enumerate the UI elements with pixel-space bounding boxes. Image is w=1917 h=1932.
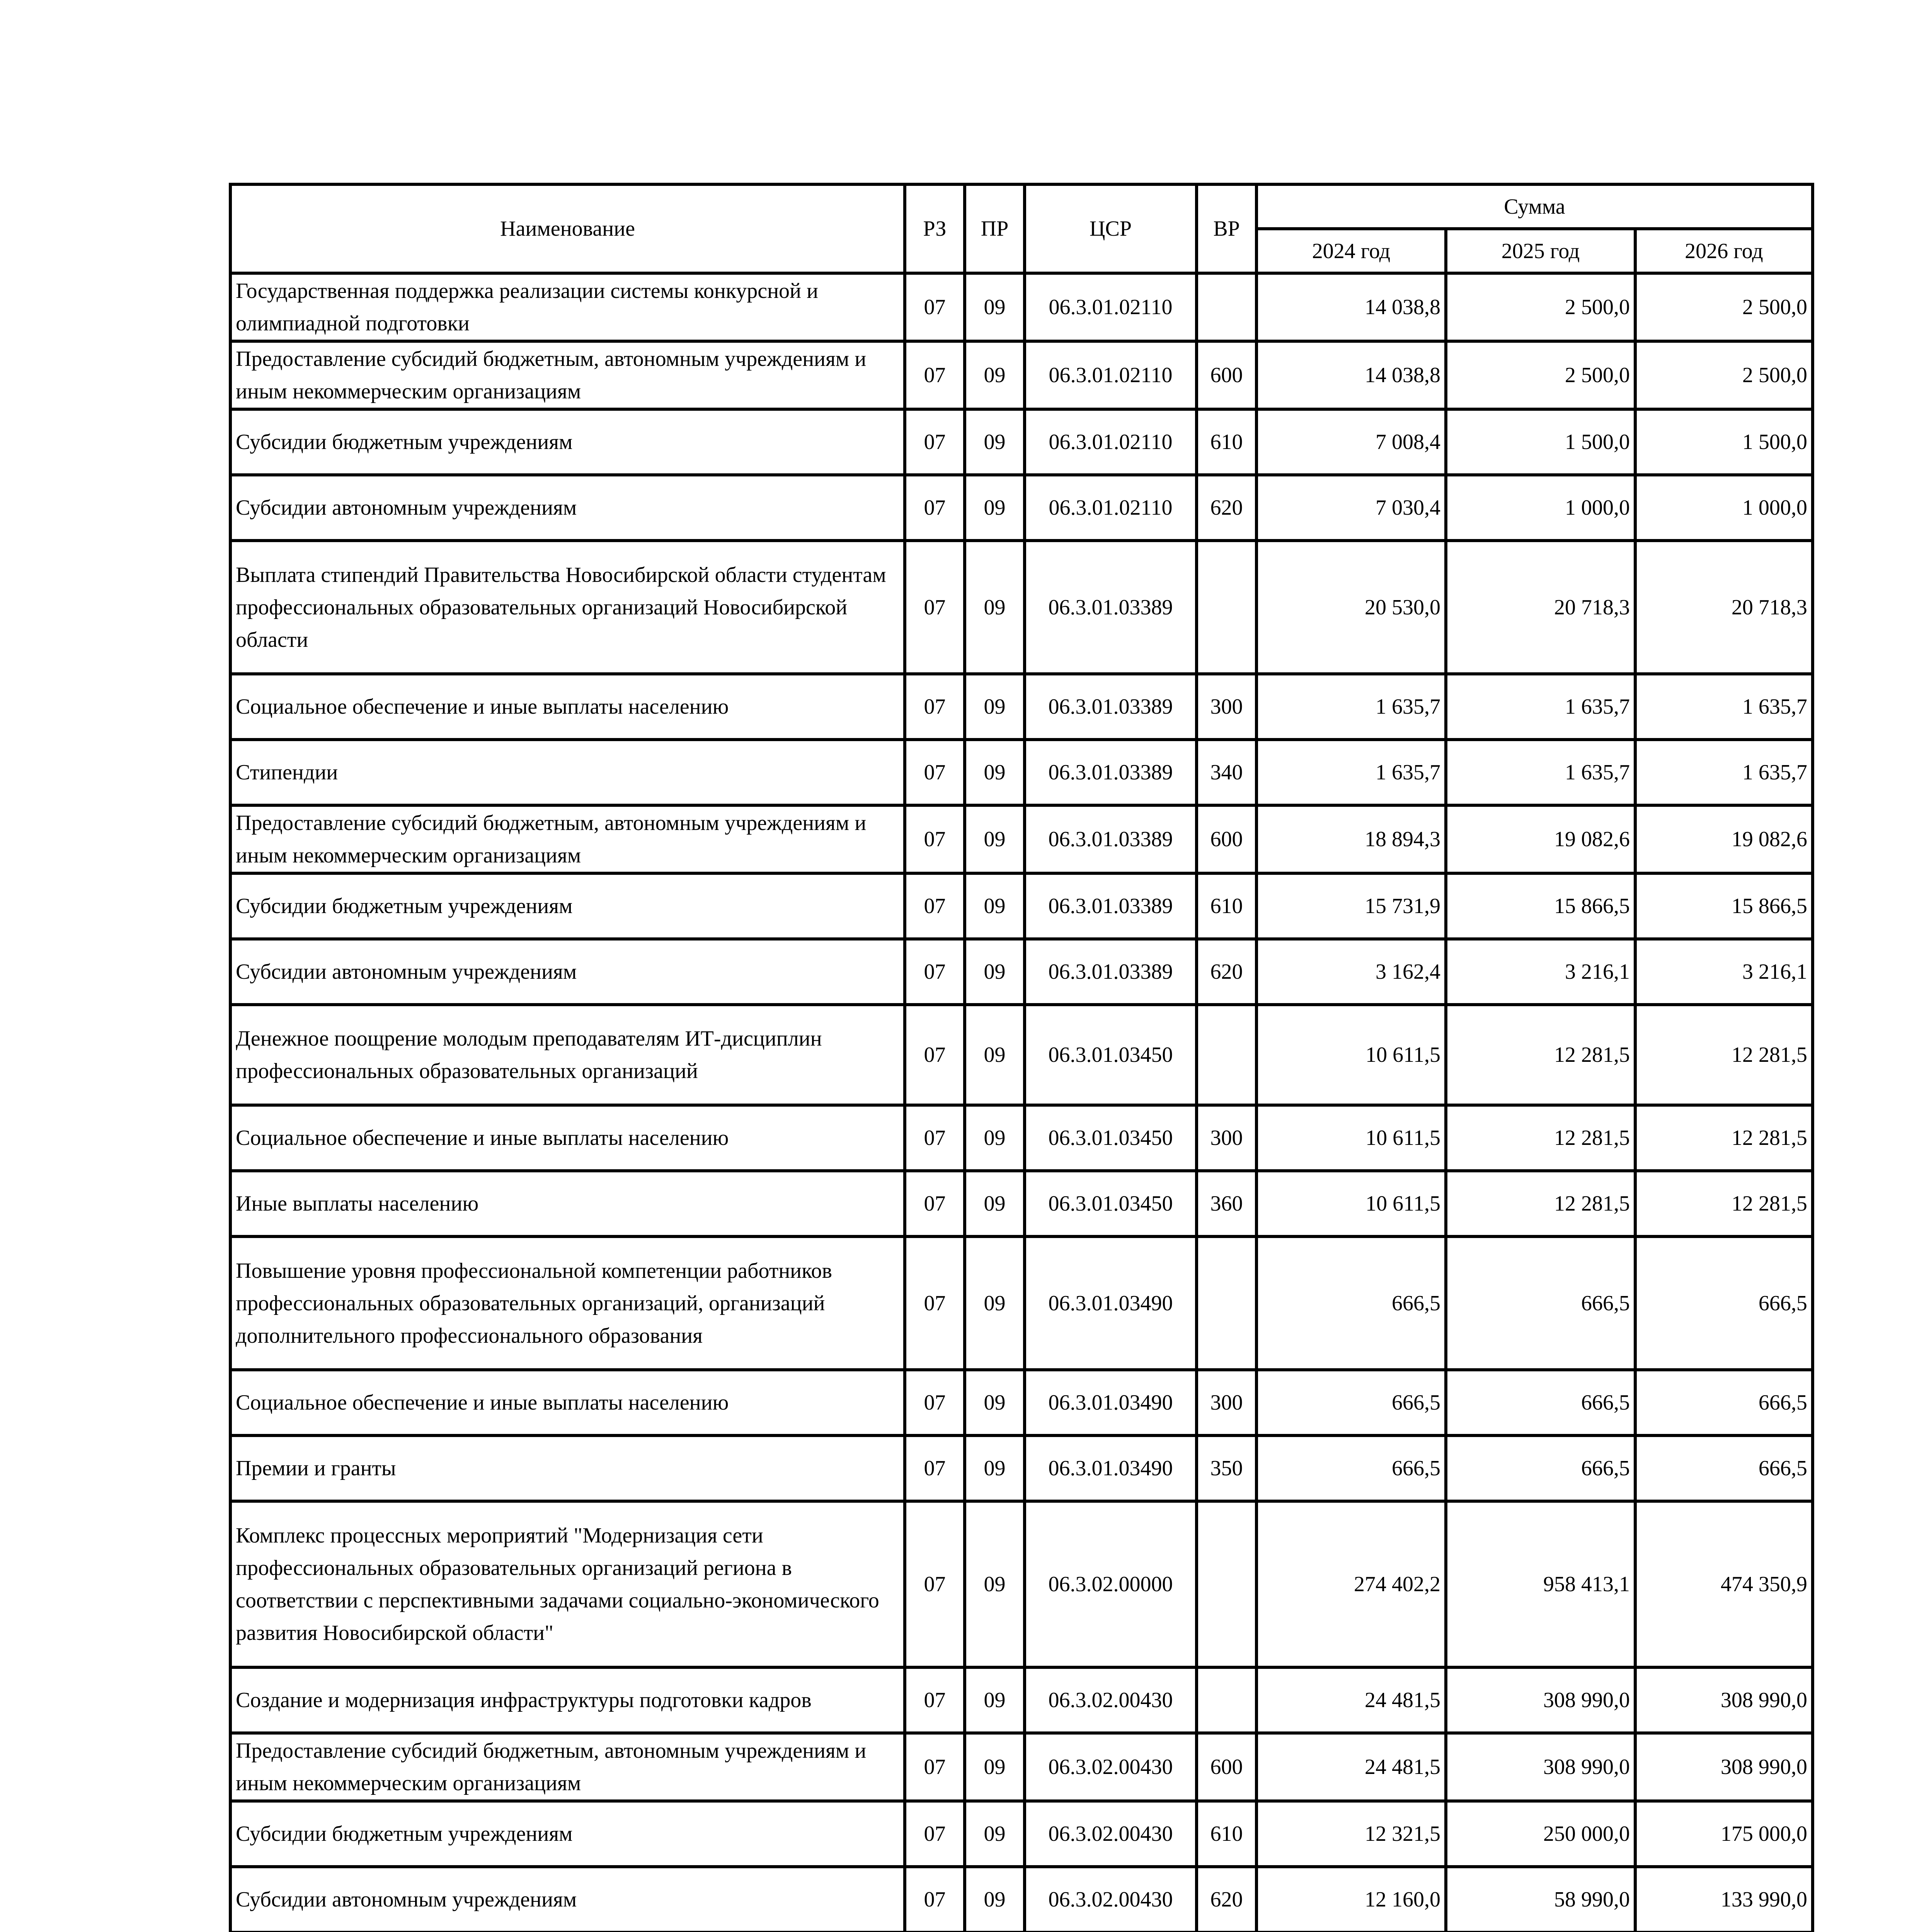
cell-name: Социальное обеспечение и иные выплаты населению — [230, 674, 905, 740]
cell-y2025: 20 718,3 — [1446, 541, 1635, 674]
cell-y2026: 474 350,9 — [1635, 1501, 1813, 1667]
cell-pr: 09 — [965, 1501, 1025, 1667]
table-row — [230, 1801, 1813, 1867]
cell-vr: 620 — [1197, 1867, 1256, 1932]
cell-y2025: 1 000,0 — [1446, 475, 1635, 541]
cell-y2024: 10 611,5 — [1256, 1005, 1446, 1105]
cell-pr: 09 — [965, 1105, 1025, 1171]
cell-vr: 300 — [1197, 674, 1256, 740]
cell-vr — [1197, 1667, 1256, 1733]
cell-vr: 300 — [1197, 1370, 1256, 1435]
cell-csr: 06.3.01.02110 — [1025, 475, 1197, 541]
cell-y2025: 308 990,0 — [1446, 1667, 1635, 1733]
header-year-2026: 2026 год — [1635, 229, 1813, 273]
cell-y2026: 175 000,0 — [1635, 1801, 1813, 1867]
cell-name: Денежное поощрение молодым преподавателям ИТ-дисциплин профессиональных образовательных организаций — [230, 1005, 905, 1105]
cell-vr: 610 — [1197, 409, 1256, 475]
cell-y2024: 666,5 — [1256, 1370, 1446, 1435]
table-row — [230, 1435, 1813, 1501]
cell-pr: 09 — [965, 1733, 1025, 1801]
table-row — [230, 1733, 1813, 1801]
cell-y2024: 18 894,3 — [1256, 805, 1446, 873]
cell-csr: 06.3.02.00430 — [1025, 1733, 1197, 1801]
cell-rz: 07 — [905, 1105, 965, 1171]
cell-name: Предоставление субсидий бюджетным, автономным учреждениям и иным некоммерческим организациям — [230, 805, 905, 873]
table-row — [230, 1005, 1813, 1105]
cell-rz: 07 — [905, 1733, 965, 1801]
cell-name: Социальное обеспечение и иные выплаты населению — [230, 1105, 905, 1171]
cell-y2026: 666,5 — [1635, 1370, 1813, 1435]
cell-csr: 06.3.01.03490 — [1025, 1236, 1197, 1370]
table-row — [230, 341, 1813, 409]
header-sum: Сумма — [1256, 184, 1813, 229]
cell-y2026: 133 990,0 — [1635, 1867, 1813, 1932]
cell-y2025: 666,5 — [1446, 1435, 1635, 1501]
cell-csr: 06.3.01.03389 — [1025, 674, 1197, 740]
cell-pr: 09 — [965, 1667, 1025, 1733]
cell-y2024: 1 635,7 — [1256, 740, 1446, 805]
cell-pr: 09 — [965, 1370, 1025, 1435]
cell-y2026: 1 500,0 — [1635, 409, 1813, 475]
header-pr: ПР — [965, 184, 1025, 273]
cell-csr: 06.3.01.02110 — [1025, 409, 1197, 475]
cell-pr: 09 — [965, 273, 1025, 341]
cell-y2026: 2 500,0 — [1635, 341, 1813, 409]
cell-y2026: 20 718,3 — [1635, 541, 1813, 674]
cell-csr: 06.3.02.00430 — [1025, 1801, 1197, 1867]
table-row — [230, 1667, 1813, 1733]
cell-y2025: 2 500,0 — [1446, 341, 1635, 409]
cell-name: Иные выплаты населению — [230, 1171, 905, 1236]
cell-y2024: 20 530,0 — [1256, 541, 1446, 674]
cell-rz: 07 — [905, 341, 965, 409]
cell-csr: 06.3.01.03450 — [1025, 1171, 1197, 1236]
table-row — [230, 674, 1813, 740]
cell-name: Субсидии автономным учреждениям — [230, 1867, 905, 1932]
cell-vr — [1197, 273, 1256, 341]
cell-y2026: 1 635,7 — [1635, 740, 1813, 805]
cell-rz: 07 — [905, 674, 965, 740]
cell-rz: 07 — [905, 475, 965, 541]
cell-y2025: 958 413,1 — [1446, 1501, 1635, 1667]
cell-csr: 06.3.01.02110 — [1025, 273, 1197, 341]
table-row — [230, 740, 1813, 805]
cell-name: Субсидии бюджетным учреждениям — [230, 873, 905, 939]
cell-rz: 07 — [905, 273, 965, 341]
cell-y2025: 12 281,5 — [1446, 1005, 1635, 1105]
cell-name: Предоставление субсидий бюджетным, автономным учреждениям и иным некоммерческим организациям — [230, 341, 905, 409]
cell-y2026: 1 635,7 — [1635, 674, 1813, 740]
cell-y2024: 7 008,4 — [1256, 409, 1446, 475]
cell-y2024: 7 030,4 — [1256, 475, 1446, 541]
cell-rz: 07 — [905, 1171, 965, 1236]
cell-rz: 07 — [905, 1005, 965, 1105]
cell-name: Субсидии бюджетным учреждениям — [230, 409, 905, 475]
cell-rz: 07 — [905, 1435, 965, 1501]
header-rz: РЗ — [905, 184, 965, 273]
header-year-2025: 2025 год — [1446, 229, 1635, 273]
cell-rz: 07 — [905, 1501, 965, 1667]
table-row — [230, 475, 1813, 541]
cell-vr — [1197, 1005, 1256, 1105]
cell-name: Предоставление субсидий бюджетным, автономным учреждениям и иным некоммерческим организациям — [230, 1733, 905, 1801]
cell-name: Субсидии бюджетным учреждениям — [230, 1801, 905, 1867]
cell-y2024: 15 731,9 — [1256, 873, 1446, 939]
table-row — [230, 1171, 1813, 1236]
cell-rz: 07 — [905, 541, 965, 674]
cell-name: Выплата стипендий Правительства Новосибирской области студентам профессиональных образовательных организаций Новосибирской области — [230, 541, 905, 674]
cell-vr: 340 — [1197, 740, 1256, 805]
cell-name: Стипендии — [230, 740, 905, 805]
cell-pr: 09 — [965, 341, 1025, 409]
cell-y2025: 1 500,0 — [1446, 409, 1635, 475]
cell-vr: 600 — [1197, 1733, 1256, 1801]
budget-table — [229, 183, 1814, 1932]
cell-csr: 06.3.02.00430 — [1025, 1667, 1197, 1733]
cell-vr — [1197, 1236, 1256, 1370]
cell-vr: 350 — [1197, 1435, 1256, 1501]
cell-y2026: 15 866,5 — [1635, 873, 1813, 939]
cell-vr: 610 — [1197, 873, 1256, 939]
cell-pr: 09 — [965, 409, 1025, 475]
cell-csr: 06.3.01.03490 — [1025, 1435, 1197, 1501]
table-row — [230, 1867, 1813, 1932]
cell-vr: 620 — [1197, 939, 1256, 1005]
cell-vr: 620 — [1197, 475, 1256, 541]
table-row — [230, 873, 1813, 939]
cell-y2025: 58 990,0 — [1446, 1867, 1635, 1932]
cell-name: Субсидии автономным учреждениям — [230, 939, 905, 1005]
cell-csr: 06.3.01.03389 — [1025, 939, 1197, 1005]
cell-vr: 300 — [1197, 1105, 1256, 1171]
cell-y2025: 2 500,0 — [1446, 273, 1635, 341]
cell-y2026: 666,5 — [1635, 1435, 1813, 1501]
cell-pr: 09 — [965, 740, 1025, 805]
cell-vr — [1197, 1501, 1256, 1667]
header-year-2024: 2024 год — [1256, 229, 1446, 273]
cell-y2024: 24 481,5 — [1256, 1733, 1446, 1801]
cell-y2024: 3 162,4 — [1256, 939, 1446, 1005]
cell-name: Комплекс процессных мероприятий "Модернизация сети профессиональных образовательных организаций региона в соответствии с перспективными задачами социально-экономического развития Новосибирской области" — [230, 1501, 905, 1667]
cell-vr: 610 — [1197, 1801, 1256, 1867]
cell-csr: 06.3.01.03490 — [1025, 1370, 1197, 1435]
cell-name: Государственная поддержка реализации системы конкурсной и олимпиадной подготовки — [230, 273, 905, 341]
header-vr: ВР — [1197, 184, 1256, 273]
table-row — [230, 541, 1813, 674]
cell-pr: 09 — [965, 805, 1025, 873]
cell-vr: 600 — [1197, 805, 1256, 873]
cell-csr: 06.3.01.03450 — [1025, 1105, 1197, 1171]
cell-y2025: 250 000,0 — [1446, 1801, 1635, 1867]
cell-csr: 06.3.01.03389 — [1025, 740, 1197, 805]
cell-pr: 09 — [965, 475, 1025, 541]
cell-pr: 09 — [965, 939, 1025, 1005]
cell-name: Субсидии автономным учреждениям — [230, 475, 905, 541]
cell-pr: 09 — [965, 1435, 1025, 1501]
cell-y2026: 666,5 — [1635, 1236, 1813, 1370]
cell-pr: 09 — [965, 674, 1025, 740]
cell-y2026: 1 000,0 — [1635, 475, 1813, 541]
cell-csr: 06.3.02.00430 — [1025, 1867, 1197, 1932]
cell-y2025: 666,5 — [1446, 1370, 1635, 1435]
table-row — [230, 805, 1813, 873]
cell-vr — [1197, 541, 1256, 674]
cell-y2024: 14 038,8 — [1256, 273, 1446, 341]
cell-csr: 06.3.01.03450 — [1025, 1005, 1197, 1105]
table-body — [230, 273, 1813, 1932]
cell-name: Социальное обеспечение и иные выплаты населению — [230, 1370, 905, 1435]
cell-vr: 600 — [1197, 341, 1256, 409]
cell-pr: 09 — [965, 1236, 1025, 1370]
cell-y2024: 12 160,0 — [1256, 1867, 1446, 1932]
cell-rz: 07 — [905, 1867, 965, 1932]
cell-y2024: 24 481,5 — [1256, 1667, 1446, 1733]
cell-csr: 06.3.01.02110 — [1025, 341, 1197, 409]
cell-y2024: 666,5 — [1256, 1236, 1446, 1370]
cell-csr: 06.3.01.03389 — [1025, 541, 1197, 674]
cell-rz: 07 — [905, 1667, 965, 1733]
cell-name: Создание и модернизация инфраструктуры подготовки кадров — [230, 1667, 905, 1733]
cell-pr: 09 — [965, 541, 1025, 674]
cell-csr: 06.3.02.00000 — [1025, 1501, 1197, 1667]
cell-rz: 07 — [905, 740, 965, 805]
cell-y2025: 12 281,5 — [1446, 1105, 1635, 1171]
cell-rz: 07 — [905, 939, 965, 1005]
table-row — [230, 409, 1813, 475]
header-name: Наименование — [230, 184, 905, 273]
cell-y2026: 3 216,1 — [1635, 939, 1813, 1005]
cell-y2024: 10 611,5 — [1256, 1105, 1446, 1171]
cell-pr: 09 — [965, 873, 1025, 939]
cell-rz: 07 — [905, 1236, 965, 1370]
cell-y2025: 1 635,7 — [1446, 674, 1635, 740]
cell-y2025: 15 866,5 — [1446, 873, 1635, 939]
cell-y2026: 12 281,5 — [1635, 1171, 1813, 1236]
cell-y2024: 666,5 — [1256, 1435, 1446, 1501]
cell-y2026: 19 082,6 — [1635, 805, 1813, 873]
cell-y2025: 12 281,5 — [1446, 1171, 1635, 1236]
cell-name: Премии и гранты — [230, 1435, 905, 1501]
cell-rz: 07 — [905, 805, 965, 873]
cell-y2026: 308 990,0 — [1635, 1667, 1813, 1733]
table-row — [230, 939, 1813, 1005]
cell-y2025: 666,5 — [1446, 1236, 1635, 1370]
cell-y2024: 10 611,5 — [1256, 1171, 1446, 1236]
table-row — [230, 1501, 1813, 1667]
cell-rz: 07 — [905, 409, 965, 475]
cell-y2026: 2 500,0 — [1635, 273, 1813, 341]
cell-pr: 09 — [965, 1801, 1025, 1867]
cell-y2026: 12 281,5 — [1635, 1105, 1813, 1171]
cell-rz: 07 — [905, 873, 965, 939]
cell-pr: 09 — [965, 1867, 1025, 1932]
cell-y2026: 308 990,0 — [1635, 1733, 1813, 1801]
header-csr: ЦСР — [1025, 184, 1197, 273]
cell-rz: 07 — [905, 1370, 965, 1435]
cell-y2025: 1 635,7 — [1446, 740, 1635, 805]
cell-csr: 06.3.01.03389 — [1025, 805, 1197, 873]
cell-y2025: 19 082,6 — [1446, 805, 1635, 873]
cell-pr: 09 — [965, 1005, 1025, 1105]
cell-rz: 07 — [905, 1801, 965, 1867]
table-row — [230, 1105, 1813, 1171]
cell-vr: 360 — [1197, 1171, 1256, 1236]
cell-y2024: 1 635,7 — [1256, 674, 1446, 740]
table-row — [230, 1236, 1813, 1370]
cell-name: Повышение уровня профессиональной компетенции работников профессиональных образовательных организаций, организаций дополнительного профессионального образования — [230, 1236, 905, 1370]
table-row — [230, 273, 1813, 341]
cell-csr: 06.3.01.03389 — [1025, 873, 1197, 939]
cell-pr: 09 — [965, 1171, 1025, 1236]
cell-y2025: 3 216,1 — [1446, 939, 1635, 1005]
cell-y2026: 12 281,5 — [1635, 1005, 1813, 1105]
cell-y2024: 274 402,2 — [1256, 1501, 1446, 1667]
table-row — [230, 1370, 1813, 1435]
cell-y2024: 12 321,5 — [1256, 1801, 1446, 1867]
cell-y2025: 308 990,0 — [1446, 1733, 1635, 1801]
cell-y2024: 14 038,8 — [1256, 341, 1446, 409]
